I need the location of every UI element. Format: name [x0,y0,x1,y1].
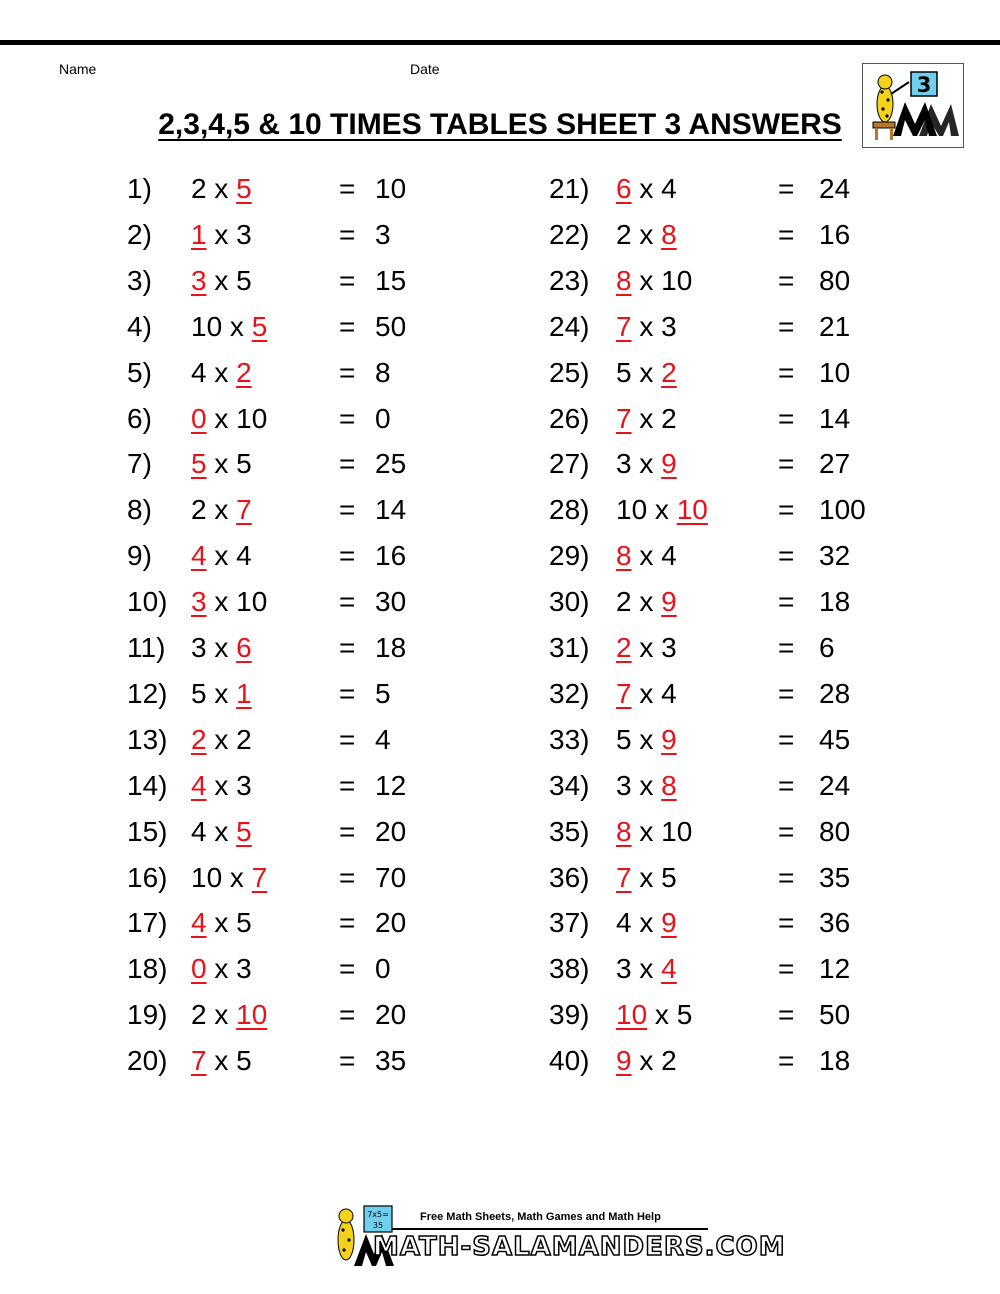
operator: x [631,953,662,985]
problem-number: 23) [549,264,590,296]
problem-number: 31) [549,632,590,663]
problem-number: 20) [127,1045,168,1077]
level-badge [862,63,964,148]
date-label: Date [410,61,440,77]
factor-value: 2 [236,723,252,755]
factor-value: 4 [661,173,677,204]
factor-value: 2 [191,999,207,1031]
problem-row [0,212,1000,258]
problem-number: 9) [127,540,152,572]
factor-value: 2 [616,218,632,250]
product-value: 4 [375,723,391,755]
factor-value: 3 [236,769,252,801]
top-rule [0,40,1000,45]
operator: x [222,310,252,342]
problem-row [0,946,1000,992]
operator: x [631,264,662,296]
problem-number: 32) [549,677,590,709]
equals-sign: = [778,494,795,526]
answer-value: 10 [616,999,648,1031]
answer-value: 3 [191,264,207,296]
problem-number: 1) [127,173,152,204]
answer-value: 1 [191,218,207,250]
equals-sign: = [339,953,356,985]
equals-sign: = [778,356,795,388]
problem-expression [616,763,677,809]
operator: x [631,540,662,572]
problem-number: 40) [549,1045,590,1077]
product-value: 25 [375,448,407,480]
equals-sign: = [339,677,356,709]
equals-sign: = [778,310,795,342]
factor-value: 3 [191,632,207,663]
product-value: 32 [819,540,851,572]
answer-value: 7 [616,861,632,893]
problem-number: 16) [127,861,168,893]
salamander-logo-icon [863,64,963,147]
problem-expression [616,671,677,717]
operator: x [206,677,237,709]
equals-sign: = [339,999,356,1031]
problem-row [0,625,1000,671]
operator: x [206,540,237,572]
answer-value: 2 [236,356,252,388]
product-value: 16 [375,540,407,572]
factor-value: 4 [661,677,677,709]
factor-value: 5 [236,907,252,939]
product-value: 50 [375,310,407,342]
footer-sign-top: 7x5= [367,1210,389,1219]
product-value: 35 [819,861,851,893]
factor-value: 2 [661,402,677,434]
answer-value: 9 [661,907,677,939]
answer-value: 10 [236,999,268,1031]
answer-value: 4 [191,769,207,801]
equals-sign: = [778,1045,795,1077]
equals-sign: = [339,402,356,434]
equals-sign: = [339,907,356,939]
equals-sign: = [339,310,356,342]
operator: x [206,723,237,755]
problem-number: 37) [549,907,590,939]
operator: x [631,402,662,434]
answer-value: 6 [616,173,632,204]
factor-value: 5 [191,677,207,709]
problem-row [0,809,1000,855]
factor-value: 4 [661,540,677,572]
problem-expression [616,258,692,304]
answer-value: 7 [251,861,268,893]
operator: x [206,173,237,204]
problem-row [0,396,1000,442]
problem-number: 7) [127,448,152,480]
problem-number: 2) [127,218,152,250]
problem-row [0,763,1000,809]
factor-value: 2 [616,586,632,618]
answer-value: 6 [236,632,252,663]
product-value: 70 [375,861,407,893]
equals-sign: = [339,1045,356,1077]
factor-value: 5 [236,448,252,480]
operator: x [206,632,237,663]
answer-value: 8 [616,815,632,847]
product-value: 14 [375,494,407,526]
equals-sign: = [778,218,795,250]
problem-number: 17) [127,907,168,939]
equals-sign: = [339,173,356,204]
problem-number: 24) [549,310,590,342]
product-value: 10 [819,356,851,388]
product-value: 28 [819,677,851,709]
answer-value: 9 [661,586,677,618]
factor-value: 10 [191,861,223,893]
answer-value: 2 [191,723,207,755]
factor-value: 3 [661,632,677,663]
answer-value: 8 [616,264,632,296]
equals-sign: = [339,861,356,893]
factor-value: 10 [616,494,648,526]
operator: x [631,769,662,801]
equals-sign: = [339,540,356,572]
footer-rule [392,1228,708,1230]
product-value: 80 [819,815,851,847]
problem-number: 25) [549,356,590,388]
operator: x [631,907,662,939]
product-value: 50 [819,999,851,1031]
answer-value: 4 [661,953,677,985]
product-value: 21 [819,310,851,342]
answer-value: 9 [661,723,677,755]
operator: x [206,907,237,939]
equals-sign: = [339,494,356,526]
answer-value: 1 [236,677,252,709]
problem-row [0,900,1000,946]
factor-value: 5 [616,723,632,755]
problem-number: 27) [549,448,590,480]
problem-number: 29) [549,540,590,572]
problem-number: 5) [127,356,152,388]
factor-value: 3 [236,953,252,985]
answer-value: 3 [191,586,207,618]
answer-value: 0 [191,953,207,985]
answer-value: 7 [616,677,632,709]
problem-number: 26) [549,402,590,434]
problem-number: 15) [127,815,168,847]
product-value: 18 [819,586,851,618]
answer-value: 5 [236,173,252,204]
equals-sign: = [778,264,795,296]
problem-number: 13) [127,723,168,755]
problem-number: 19) [127,999,168,1031]
operator: x [631,173,662,204]
answer-value: 5 [236,815,252,847]
equals-sign: = [778,861,795,893]
answer-value: 7 [616,310,632,342]
factor-value: 4 [191,815,207,847]
answer-value: 9 [616,1045,632,1077]
problem-row [0,533,1000,579]
problem-grid [0,166,1000,1086]
product-value: 20 [375,907,407,939]
factor-value: 5 [661,861,677,893]
problem-number: 36) [549,861,590,893]
operator: x [647,999,677,1031]
problem-expression [616,441,677,487]
equals-sign: = [778,999,795,1031]
operator: x [631,861,662,893]
answer-value: 8 [661,218,677,250]
equals-sign: = [339,448,356,480]
answer-value: 8 [616,540,632,572]
problem-row [0,166,1000,212]
equals-sign: = [778,402,795,434]
problem-number: 39) [549,999,590,1031]
footer-salamander-icon [338,1220,354,1260]
problem-number: 34) [549,769,590,801]
operator: x [631,723,662,755]
problem-number: 3) [127,264,152,296]
equals-sign: = [778,586,795,618]
factor-value: 2 [191,173,207,204]
product-value: 5 [375,677,391,709]
operator: x [206,448,237,480]
problem-row [0,258,1000,304]
problem-expression [616,350,677,396]
factor-value: 10 [661,264,693,296]
factor-value: 3 [661,310,677,342]
factor-value: 10 [236,586,268,618]
salamander-body-icon [877,86,893,122]
equals-sign: = [778,723,795,755]
problem-expression [616,212,677,258]
product-value: 27 [819,448,851,480]
operator: x [222,861,252,893]
factor-value: 5 [616,356,632,388]
factor-value: 4 [191,356,207,388]
operator: x [206,402,237,434]
answer-value: 9 [661,448,677,480]
factor-value: 5 [676,999,693,1031]
problem-row [0,717,1000,763]
product-value: 14 [819,402,851,434]
operator: x [206,264,237,296]
product-value: 35 [375,1045,407,1077]
product-value: 45 [819,723,851,755]
problem-number: 12) [127,677,168,709]
problem-expression [616,946,677,992]
answer-value: 0 [191,402,207,434]
problem-expression [616,992,692,1038]
product-value: 80 [819,264,851,296]
problem-row [0,350,1000,396]
operator: x [631,356,662,388]
problem-row [0,671,1000,717]
problem-row [0,579,1000,625]
factor-value: 10 [236,402,268,434]
equals-sign: = [778,677,795,709]
product-value: 24 [819,173,851,204]
factor-value: 3 [236,218,252,250]
operator: x [206,218,237,250]
operator: x [631,218,662,250]
operator: x [206,1045,237,1077]
operator: x [631,677,662,709]
problem-expression [616,809,692,855]
name-label: Name [59,61,97,77]
problem-number: 11) [127,632,166,663]
factor-value: 10 [191,310,223,342]
operator: x [206,953,237,985]
equals-sign: = [339,586,356,618]
factor-value: 5 [236,1045,252,1077]
equals-sign: = [339,356,356,388]
problem-expression [616,487,708,533]
answer-value: 5 [251,310,268,342]
problem-number: 6) [127,402,152,434]
problem-number: 21) [549,173,590,204]
problem-number: 28) [549,494,590,526]
operator: x [206,494,237,526]
product-value: 3 [375,218,391,250]
operator: x [206,356,237,388]
equals-sign: = [778,173,795,204]
product-value: 18 [375,632,407,663]
problem-number: 30) [549,586,590,618]
problem-expression [616,625,677,671]
problem-number: 22) [549,218,590,250]
equals-sign: = [778,769,795,801]
operator: x [631,632,662,663]
answer-value: 2 [661,356,677,388]
product-value: 8 [375,356,391,388]
product-value: 0 [375,402,391,434]
product-value: 10 [375,173,407,204]
product-value: 18 [819,1045,851,1077]
page-title: 2,3,4,5 & 10 TIMES TABLES SHEET 3 ANSWERS [158,108,842,141]
factor-value: 5 [236,264,252,296]
product-value: 36 [819,907,851,939]
factor-value: 4 [616,907,632,939]
product-value: 24 [819,769,851,801]
product-value: 16 [819,218,851,250]
product-value: 20 [375,815,407,847]
product-value: 100 [819,494,866,526]
answer-value: 7 [616,402,632,434]
factor-value: 3 [616,769,632,801]
problem-number: 18) [127,953,168,985]
footer-tagline: Free Math Sheets, Math Games and Math Help [420,1211,661,1223]
problem-row [0,855,1000,901]
operator: x [206,586,237,618]
product-value: 20 [375,999,407,1031]
equals-sign: = [778,448,795,480]
equals-sign: = [339,815,356,847]
problem-expression [616,166,677,212]
equals-sign: = [778,953,795,985]
product-value: 30 [375,586,407,618]
problem-number: 14) [127,769,168,801]
problem-row [0,441,1000,487]
factor-value: 3 [616,953,632,985]
problem-row [0,304,1000,350]
equals-sign: = [339,632,356,663]
equals-sign: = [778,815,795,847]
answer-value: 8 [661,769,677,801]
problem-row [0,487,1000,533]
operator: x [206,815,237,847]
answer-value: 7 [236,494,252,526]
problem-number: 10) [127,586,168,618]
operator: x [631,448,662,480]
problem-row [0,992,1000,1038]
problem-number: 8) [127,494,152,526]
footer-site-name: MATH-SALAMANDERS.COM [373,1232,786,1262]
product-value: 6 [819,632,835,663]
answer-value: 4 [191,907,207,939]
answer-value: 5 [191,448,207,480]
problem-expression [616,717,677,763]
problem-row [0,1038,1000,1084]
operator: x [206,769,237,801]
equals-sign: = [339,723,356,755]
equals-sign: = [339,218,356,250]
factor-value: 10 [661,815,693,847]
equals-sign: = [778,540,795,572]
operator: x [647,494,677,526]
factor-value: 2 [191,494,207,526]
answer-value: 10 [676,494,708,526]
product-value: 0 [375,953,391,985]
answer-value: 4 [191,540,207,572]
problem-number: 4) [127,310,152,342]
answer-value: 2 [616,632,632,663]
factor-value: 3 [616,448,632,480]
equals-sign: = [339,769,356,801]
problem-expression [616,900,677,946]
factor-value: 4 [236,540,252,572]
problem-expression [616,855,677,901]
footer-sign-bottom: 35 [372,1221,384,1230]
level-number: 3 [916,73,932,97]
problem-number: 35) [549,815,590,847]
factor-value: 2 [661,1045,677,1077]
equals-sign: = [339,264,356,296]
operator: x [631,1045,662,1077]
problem-expression [616,304,677,350]
equals-sign: = [778,907,795,939]
product-value: 15 [375,264,407,296]
product-value: 12 [375,769,407,801]
operator: x [631,586,662,618]
problem-expression [616,533,677,579]
equals-sign: = [778,632,795,663]
problem-expression [616,579,677,625]
product-value: 12 [819,953,851,985]
problem-expression [616,396,677,442]
problem-expression [616,1038,677,1084]
operator: x [631,310,662,342]
operator: x [631,815,662,847]
problem-number: 38) [549,953,590,985]
answer-value: 7 [191,1045,207,1077]
problem-number: 33) [549,723,590,755]
operator: x [206,999,237,1031]
